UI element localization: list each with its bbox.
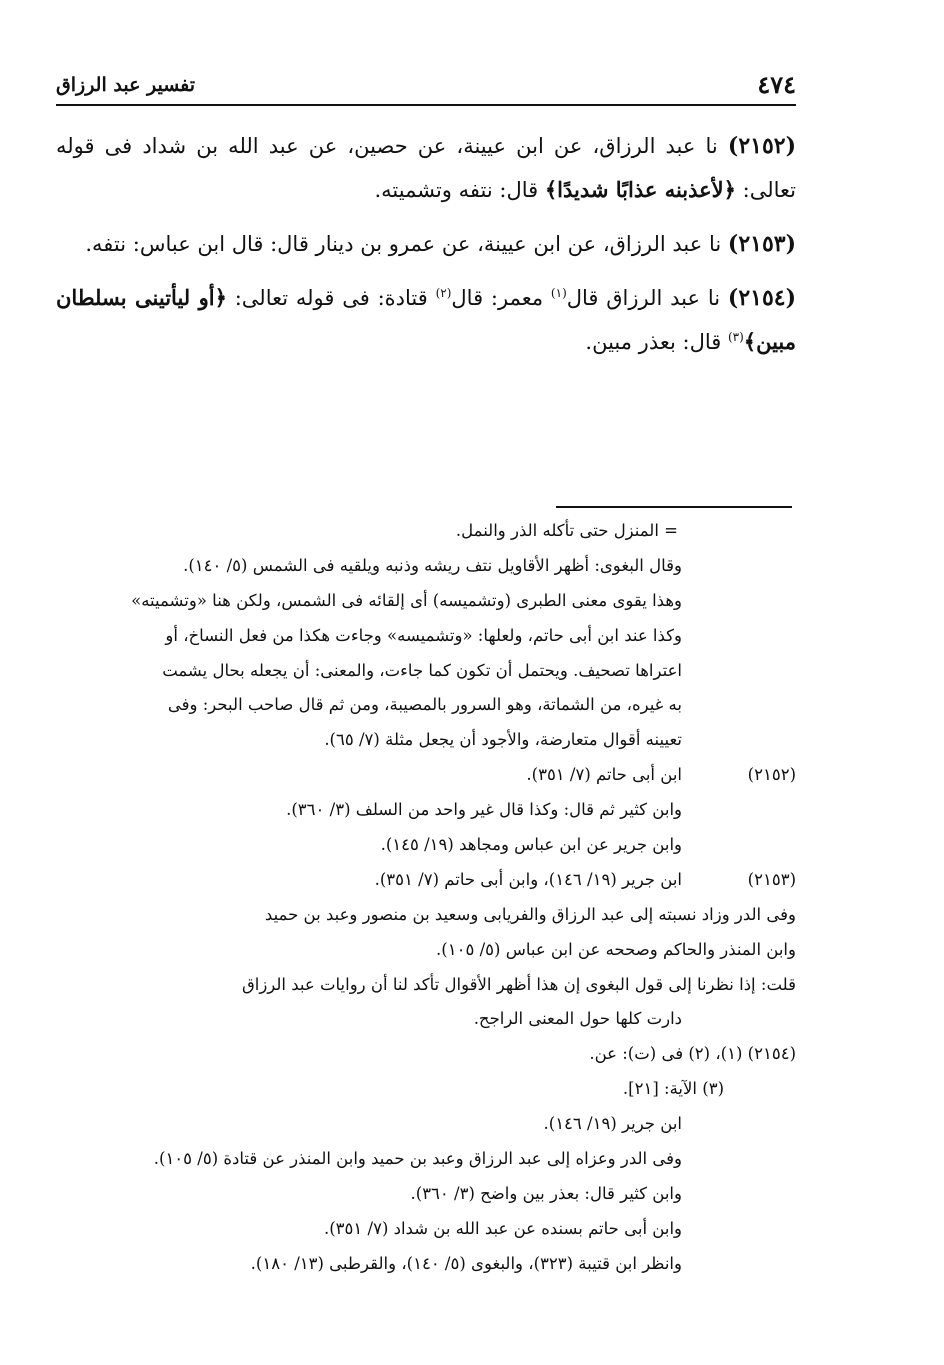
footnote-line: قلت: إذا نظرنا إلى قول البغوى إن هذا أظهر الأقوال تأكد لنا أن روايات عبد الرزاق <box>241 974 796 994</box>
footnote-line: (٢١٥٣)ابن جرير (١٩/ ١٤٦)، وابن أبى حاتم (٧/ ٣٥١). <box>56 863 796 898</box>
footnote-marker: (٣) <box>727 330 744 344</box>
entry-number: (٢١٥٢) <box>727 133 796 159</box>
book-title: تفسير عبد الرزاق <box>56 74 196 96</box>
footnote-ref: (٢١٥٣) <box>747 869 796 889</box>
footnote-line: وابن كثير قال: بعذر بين واضح (٣/ ٣٦٠). <box>410 1183 682 1203</box>
footnote-line: وهذا يقوى معنى الطبرى (وتشميسه) أى إلقائه فى الشمس، ولكن هنا «وتشميته» <box>131 590 682 610</box>
footnote-marker: (١) <box>550 286 567 300</box>
footnote-line: وابن أبى حاتم بسنده عن عبد الله بن شداد (٧/ ٣٥١). <box>323 1218 682 1238</box>
footnote-ref: (٢١٥٤) <box>747 1044 796 1064</box>
entry-text: قال: بعذر مبين. <box>585 330 728 354</box>
footnote-line: وابن جرير عن ابن عباس ومجاهد (١٩/ ١٤٥). <box>380 835 682 855</box>
entry-text: قال: نتفه وتشميته. <box>374 178 545 202</box>
main-text <box>56 124 796 374</box>
footnote-line: وابن المنذر والحاكم وصححه عن ابن عباس (٥/ ١٠٥). <box>436 939 796 959</box>
footnote-line: ابن جرير (١٩/ ١٤٦). <box>543 1114 682 1134</box>
footnote-line: به غيره، من الشماتة، وهو السرور بالمصيبة، ومن ثم قال صاحب البحر: وفى <box>167 695 682 715</box>
footnote-line: اعتراها تصحيف. ويحتمل أن تكون كما جاءت، والمعنى: أن يجعله بحال يشمت <box>162 660 682 680</box>
entry-text: نا عبد الرزاق، عن ابن عيينة، عن حصين، عن عبد الله بن شداد فى قوله تعالى: <box>56 134 796 202</box>
footnote-line: وفى الدر وعزاه إلى عبد الرزاق وعبد بن حميد وابن المنذر عن قتادة (٥/ ١٠٥). <box>153 1149 682 1169</box>
footnote-line: = المنزل حتى تأكله الذر والنمل. <box>455 521 678 540</box>
page-number: ٤٧٤ <box>757 70 796 99</box>
entry-text: معمر: قال <box>451 286 551 310</box>
entry-number: (٢١٥٣) <box>727 231 796 257</box>
footnote-line: وفى الدر وزاد نسبته إلى عبد الرزاق والفريابى وسعيد بن منصور وعبد بن حميد <box>264 904 796 924</box>
quran-verse: ﴿لأعذبنه عذابًا شديدًا﴾ <box>544 177 736 202</box>
footnote-line: (٢١٥٤) (١)، (٢) فى (ت): عن. <box>589 1044 796 1064</box>
entry-text: قتادة: فى قوله تعالى: <box>226 286 436 310</box>
entry-text: نا عبد الرزاق قال <box>566 286 728 310</box>
footnote-line: وابن كثير ثم قال: وكذا قال غير واحد من السلف (٣/ ٣٦٠). <box>286 800 682 820</box>
footnote-line: وكذا عند ابن أبى حاتم، ولعلها: «وتشميسه» وجاءت هكذا من فعل النساخ، أو <box>165 625 682 645</box>
footnote-line: دارت كلها حول المعنى الراجح. <box>473 1009 682 1029</box>
footnote-line: (٢١٥٢)ابن أبى حاتم (٧/ ٣٥١). <box>56 758 796 793</box>
quran-verse: ﴿أو ليأتينى بسلطان مبين﴾ <box>56 285 796 354</box>
entry-2154 <box>56 276 796 364</box>
footnotes <box>56 514 796 1282</box>
entry-text: نا عبد الرزاق، عن ابن عيينة، عن عمرو بن دينار قال: قال ابن عباس: نتفه. <box>85 232 728 256</box>
footnote-separator <box>556 506 792 508</box>
footnote-ref: (٢١٥٢) <box>747 765 796 785</box>
entry-2152 <box>56 124 796 212</box>
footnote-line: (٣) الآية: [٢١]. <box>622 1079 724 1099</box>
entry-2153 <box>56 222 796 266</box>
footnote-line: تعيينه أقوال متعارضة، والأجود أن يجعل مثلة (٧/ ٦٥). <box>324 730 682 750</box>
page-header <box>56 70 796 106</box>
footnote-line: وانظر ابن قتيبة (٣٢٣)، والبغوى (٥/ ١٤٠)، والقرطبى (١٣/ ١٨٠). <box>250 1253 682 1273</box>
entry-number: (٢١٥٤) <box>727 285 797 311</box>
footnote-marker: (٢) <box>435 286 452 300</box>
footnote-line: وقال البغوى: أظهر الأقاويل نتف ريشه وذنبه ويلقيه فى الشمس (٥/ ١٤٠). <box>183 555 682 575</box>
